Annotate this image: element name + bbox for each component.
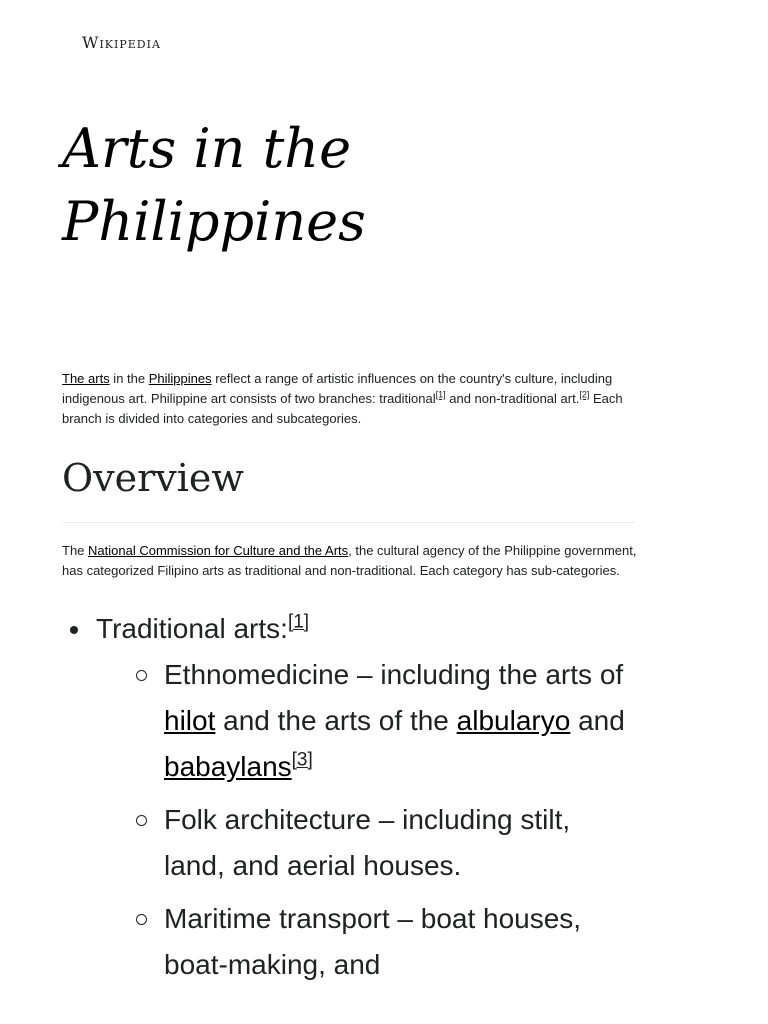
citation-3[interactable] bbox=[292, 750, 313, 771]
list-item-traditional-arts bbox=[62, 606, 662, 988]
citation-traditional[interactable] bbox=[288, 612, 309, 633]
citation-1-link[interactable]: [1] bbox=[435, 389, 446, 400]
link-ncca[interactable]: National Commission for Culture and the Arts bbox=[88, 543, 349, 558]
traditional-arts-sublist bbox=[96, 652, 662, 988]
lead-text-3: Each branch is divided into categories and subcategories. bbox=[62, 391, 623, 426]
section-divider bbox=[62, 522, 635, 523]
citation-2[interactable] bbox=[579, 390, 589, 400]
section-heading-overview: Overview bbox=[62, 456, 244, 500]
traditional-arts-label: Traditional arts: bbox=[96, 613, 288, 644]
arts-category-list bbox=[62, 606, 662, 995]
overview-text-rest: , the cultural agency of the Philippine government, has categorized Filipino arts as traditional and non-traditional. Each category has sub-categories. bbox=[62, 543, 637, 578]
page-title-line-2: Philippines bbox=[62, 190, 366, 253]
ethnomedicine-text-c: and bbox=[570, 705, 625, 736]
wikipedia-logo[interactable] bbox=[82, 33, 161, 52]
bullet-disc-icon bbox=[70, 626, 78, 634]
link-babaylans[interactable]: babaylans bbox=[164, 751, 292, 782]
lead-text-1: reflect a range of artistic influences on the country's culture, including indigenous art. Philippine art consists of two branches: traditional bbox=[62, 371, 613, 406]
link-philippines[interactable]: Philippines bbox=[148, 371, 212, 386]
link-hilot[interactable]: hilot bbox=[164, 705, 216, 736]
ethnomedicine-text-b: and the arts of the bbox=[215, 705, 457, 736]
list-item-ethnomedicine bbox=[96, 652, 634, 790]
link-albularyo[interactable]: albularyo bbox=[456, 705, 571, 736]
maritime-transport-text: Maritime transport – boat houses, boat-making, and bbox=[164, 903, 582, 980]
wikipedia-wordmark: Wikipedia bbox=[82, 33, 161, 52]
link-the-arts[interactable]: The arts bbox=[62, 371, 110, 386]
citation-2-link[interactable]: [2] bbox=[579, 389, 590, 400]
list-item-maritime-transport bbox=[96, 896, 634, 988]
lead-paragraph bbox=[62, 369, 637, 429]
page-title bbox=[62, 112, 662, 258]
ethnomedicine-text-a: Ethnomedicine – including the arts of bbox=[164, 659, 624, 690]
list-item-folk-architecture bbox=[96, 797, 634, 889]
citation-traditional-link[interactable]: [1] bbox=[287, 611, 310, 633]
overview-paragraph bbox=[62, 541, 637, 581]
citation-3-link[interactable]: [3] bbox=[291, 749, 313, 771]
bullet-circle-icon bbox=[136, 914, 147, 925]
bullet-circle-icon bbox=[136, 815, 147, 826]
citation-1[interactable] bbox=[436, 390, 446, 400]
overview-text-the: The bbox=[62, 543, 89, 558]
lead-text-in-the: in the bbox=[109, 371, 149, 386]
lead-text-2: and non-traditional art. bbox=[445, 391, 580, 406]
folk-architecture-text: Folk architecture – including stilt, land, and aerial houses. bbox=[164, 804, 571, 881]
bullet-circle-icon bbox=[136, 670, 147, 681]
page-title-line-1: Arts in the bbox=[62, 117, 352, 180]
